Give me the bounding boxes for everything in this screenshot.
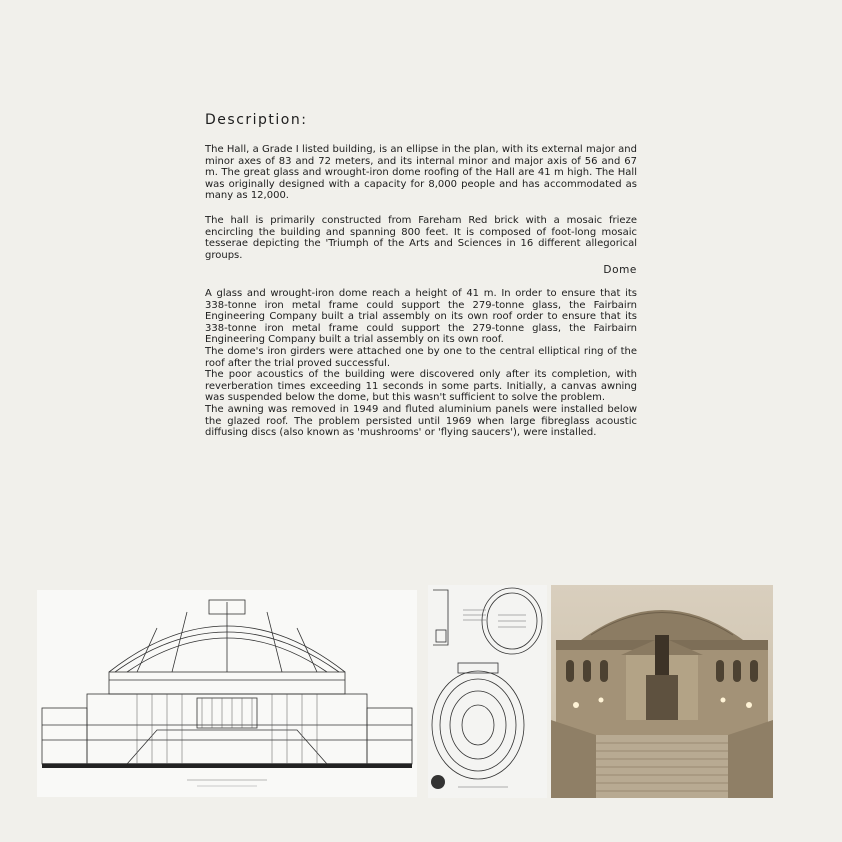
dome-paragraph: The poor acoustics of the building were discovered only after its completion, with reverberation times exceeding 11 seconds in some parts. Initially, a canvas awning was suspended below the dome, but this wasn't sufficient to solve the problem.: [205, 369, 637, 404]
section-drawing-image: [37, 590, 417, 797]
dome-paragraph: The dome's iron girders were attached one by one to the central elliptical ring of the roof after the trial proved successful.: [205, 345, 637, 369]
plan-drawing-image: [428, 585, 547, 798]
dome-section: [205, 288, 637, 439]
page-heading: Description:: [205, 112, 308, 128]
dome-paragraph: The awning was removed in 1949 and fluted aluminium panels were installed below the glazed roof. The problem persisted until 1969 when large fibreglass acoustic diffusing discs (also known as 'mushrooms' or 'flying saucers'), were installed.: [205, 403, 637, 439]
exterior-photo-image: [551, 585, 773, 798]
materials-paragraph: The hall is primarily constructed from Fareham Red brick with a mosaic frieze encircling the building and spanning 800 feet. It is composed of foot-long mosaic tesserae depicting the 'Triumph of the Arts and Sciences in 16 different allegorical groups.: [205, 215, 637, 261]
intro-paragraph: The Hall, a Grade I listed building, is an ellipse in the plan, with its external major and minor axes of 83 and 72 meters, and its internal minor and major axis of 56 and 67 m. The great glass and wrought-iron dome roofing of the Hall are 41 m high. The Hall was originally designed with a capacity for 8,000 people and has accommodated as many as 12,000.: [205, 144, 637, 202]
dome-subheading: Dome: [603, 264, 637, 276]
dome-paragraph: A glass and wrought-iron dome reach a height of 41 m. In order to ensure that its 338-tonne iron metal frame could support the 279-tonne glass, the Fairbairn Engineering Company built a trial assembly on its own roof order to ensure that its 338-tonne iron metal frame could support the 279-tonne glass, the Fairbairn Engineering Company built a trial assembly on its own roof.: [205, 288, 637, 346]
